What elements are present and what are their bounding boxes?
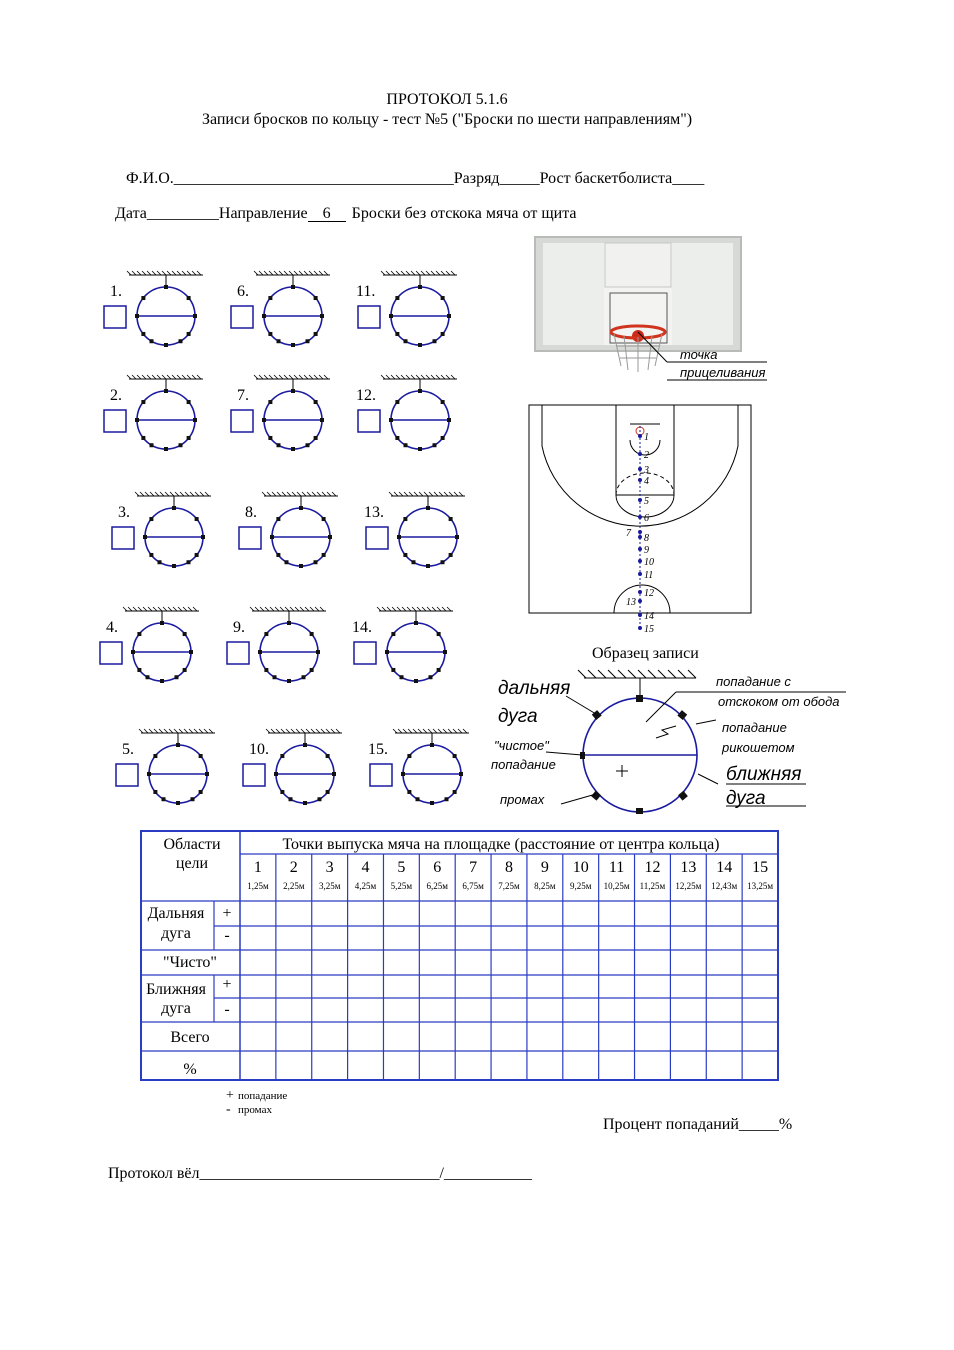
- table-cell[interactable]: [277, 1023, 311, 1050]
- hoop-number: 12.: [356, 387, 376, 404]
- table-cell[interactable]: [743, 902, 777, 925]
- row-near-label-2: дуга: [161, 1000, 191, 1017]
- protocol-title: ПРОТОКОЛ 5.1.6: [386, 91, 508, 108]
- table-cell[interactable]: [456, 999, 490, 1021]
- table-cell[interactable]: [636, 1052, 670, 1079]
- table-cell[interactable]: [528, 951, 562, 974]
- table-cell[interactable]: [743, 999, 777, 1021]
- point-distance: 2,25м: [283, 881, 305, 891]
- row-total-label: Всего: [170, 1029, 210, 1046]
- point-number: 6: [433, 859, 442, 876]
- hoop-number: 7.: [237, 387, 249, 404]
- table-cell[interactable]: [241, 902, 275, 925]
- date-direction-label: Дата_________Направление: [115, 205, 308, 222]
- table-cell[interactable]: [349, 999, 383, 1021]
- row-far-label-1: Дальняя: [147, 905, 205, 922]
- table-cell[interactable]: [349, 1023, 383, 1050]
- court-point-label: 4: [644, 476, 649, 487]
- table-cell[interactable]: [456, 902, 490, 925]
- table-cell[interactable]: [564, 1052, 598, 1079]
- table-cell[interactable]: [349, 902, 383, 925]
- hoop-number: 5.: [122, 741, 134, 758]
- table-cell[interactable]: [528, 1052, 562, 1079]
- point-distance: 3,25м: [318, 881, 341, 891]
- table-cell[interactable]: [492, 999, 526, 1021]
- far-arc-label-1: дальняя: [498, 678, 571, 699]
- clean-label-1: "чистое": [494, 738, 549, 753]
- hoop-number: 2.: [110, 387, 122, 404]
- table-cell[interactable]: [456, 976, 490, 997]
- point-distance: 9,25м: [570, 881, 592, 891]
- table-cell[interactable]: [241, 1052, 275, 1079]
- table-cell[interactable]: [636, 1023, 670, 1050]
- court-point-label: 12: [644, 588, 654, 599]
- hit-percent-line: Процент попаданий_____%: [603, 1116, 793, 1133]
- point-number: 10: [572, 859, 589, 876]
- table-cell[interactable]: [671, 927, 705, 949]
- court-point-label: 13: [626, 597, 636, 608]
- point-distance: 6,75м: [462, 881, 484, 891]
- row-far-minus: -: [224, 927, 230, 944]
- row-near-plus: +: [222, 976, 232, 993]
- table-cell[interactable]: [600, 999, 634, 1021]
- table-cell[interactable]: [420, 1023, 454, 1050]
- table-cell[interactable]: [384, 976, 418, 997]
- hoop-number: 15.: [368, 741, 388, 758]
- point-distance: 7,25м: [498, 881, 520, 891]
- table-cell[interactable]: [420, 951, 454, 974]
- court-point-label: 11: [644, 570, 654, 581]
- hoop-number: 8.: [245, 504, 257, 521]
- table-cell[interactable]: [384, 902, 418, 925]
- table-cell[interactable]: [313, 1052, 347, 1079]
- point-number: 2: [289, 859, 298, 876]
- rebound-label-1: попадание с: [716, 674, 791, 689]
- court-point-label: 1: [644, 432, 649, 443]
- table-cell[interactable]: [707, 902, 741, 925]
- point-distance: 11,25м: [639, 881, 666, 891]
- row-near-label-1: Ближняя: [146, 981, 206, 998]
- table-cell[interactable]: [349, 1052, 383, 1079]
- court-point-label: 10: [644, 557, 654, 568]
- legend-miss-sign: -: [226, 1102, 231, 1117]
- table-cell[interactable]: [743, 976, 777, 997]
- table-cell[interactable]: [241, 999, 275, 1021]
- table-cell[interactable]: [384, 1052, 418, 1079]
- court-point-label: 3: [644, 465, 649, 476]
- table-cell[interactable]: [528, 1023, 562, 1050]
- table-cell[interactable]: [636, 951, 670, 974]
- table-cell[interactable]: [456, 1023, 490, 1050]
- table-cell[interactable]: [492, 1023, 526, 1050]
- table-cell[interactable]: [671, 951, 705, 974]
- point-number: 7: [469, 859, 478, 876]
- clean-label-2: попадание: [491, 757, 556, 772]
- table-cell[interactable]: [420, 976, 454, 997]
- table-cell[interactable]: [600, 976, 634, 997]
- table-cell[interactable]: [384, 1023, 418, 1050]
- table-cell[interactable]: [564, 1023, 598, 1050]
- table-cell[interactable]: [671, 1023, 705, 1050]
- point-distance: 8,25м: [534, 881, 556, 891]
- table-cell[interactable]: [420, 927, 454, 949]
- table-cell[interactable]: [456, 927, 490, 949]
- table-cell[interactable]: [456, 951, 490, 974]
- row-percent-label: %: [183, 1061, 197, 1078]
- point-distance: 5,25м: [390, 881, 413, 891]
- table-cell[interactable]: [707, 951, 741, 974]
- aim-label-2: прицеливания: [680, 365, 766, 380]
- table-cell[interactable]: [313, 927, 347, 949]
- table-cell[interactable]: [528, 927, 562, 949]
- table-cell[interactable]: [707, 1023, 741, 1050]
- table-cell[interactable]: [313, 1023, 347, 1050]
- protocol-subtitle: Записи бросков по кольцу - тест №5 ("Броски по шести направлениям"): [201, 111, 693, 128]
- table-cell[interactable]: [277, 1052, 311, 1079]
- row-clean-label: "Чисто": [163, 954, 217, 971]
- near-arc-label-2: дуга: [726, 788, 766, 809]
- table-cell[interactable]: [492, 1052, 526, 1079]
- table-cell[interactable]: [277, 927, 311, 949]
- table-cell[interactable]: [600, 1023, 634, 1050]
- table-cell[interactable]: [456, 1052, 490, 1079]
- hoop-number: 3.: [118, 504, 130, 521]
- table-cell[interactable]: [707, 976, 741, 997]
- table-cell[interactable]: [528, 999, 562, 1021]
- row-far-plus: +: [222, 905, 232, 922]
- area-header-2: цели: [175, 855, 209, 872]
- table-cell[interactable]: [564, 976, 598, 997]
- court-point-label: 6: [644, 513, 649, 524]
- row-far-label-2: дуга: [161, 925, 191, 942]
- table-cell[interactable]: [492, 976, 526, 997]
- table-cell[interactable]: [636, 927, 670, 949]
- table-cell[interactable]: [671, 902, 705, 925]
- table-cell[interactable]: [743, 951, 777, 974]
- table-cell[interactable]: [671, 976, 705, 997]
- row-near-minus: -: [224, 1001, 230, 1018]
- table-cell[interactable]: [277, 951, 311, 974]
- point-number: 5: [397, 859, 406, 876]
- table-cell[interactable]: [384, 951, 418, 974]
- table-cell[interactable]: [241, 976, 275, 997]
- legend-miss: промах: [238, 1104, 272, 1116]
- table-cell[interactable]: [241, 1023, 275, 1050]
- table-cell[interactable]: [600, 951, 634, 974]
- table-cell[interactable]: [743, 1052, 777, 1079]
- table-cell[interactable]: [277, 999, 311, 1021]
- table-cell[interactable]: [743, 927, 777, 949]
- hoop-number: 13.: [364, 504, 384, 521]
- table-cell[interactable]: [277, 902, 311, 925]
- area-header-1: Области: [163, 836, 221, 853]
- hoop-number: 6.: [237, 283, 249, 300]
- court-point-label: 2: [644, 450, 649, 461]
- table-cell[interactable]: [528, 902, 562, 925]
- hoop-number: 1.: [110, 283, 122, 300]
- table-cell[interactable]: [564, 927, 598, 949]
- table-cell[interactable]: [420, 999, 454, 1021]
- table-cell[interactable]: [313, 999, 347, 1021]
- table-cell[interactable]: [564, 902, 598, 925]
- table-cell[interactable]: [492, 902, 526, 925]
- direction-value: 6: [308, 206, 346, 222]
- point-distance: 10,25м: [603, 881, 630, 891]
- hoop-number: 9.: [233, 619, 245, 636]
- table-cell[interactable]: [600, 902, 634, 925]
- ricochet-label-2: рикошетом: [722, 740, 795, 755]
- point-distance: 12,43м: [711, 881, 738, 891]
- table-cell[interactable]: [600, 1052, 634, 1079]
- table-cell[interactable]: [384, 999, 418, 1021]
- near-arc-label-1: ближняя: [726, 764, 802, 785]
- table-cell[interactable]: [492, 927, 526, 949]
- rebound-label-2: отскоком от обода: [718, 694, 840, 709]
- point-distance: 12,25м: [675, 881, 702, 891]
- sample-title: Образец записи: [592, 645, 699, 662]
- table-cell[interactable]: [313, 976, 347, 997]
- point-number: 14: [716, 859, 733, 876]
- court-point-label: 9: [644, 545, 649, 556]
- table-cell[interactable]: [349, 976, 383, 997]
- table-cell[interactable]: [277, 976, 311, 997]
- point-number: 13: [680, 859, 697, 876]
- hoop-number: 14.: [352, 619, 372, 636]
- table-cell[interactable]: [313, 951, 347, 974]
- court-point-label: 5: [644, 496, 649, 507]
- far-arc-label-2: дуга: [498, 706, 538, 727]
- point-number: 8: [505, 859, 513, 876]
- point-distance: 4,25м: [354, 881, 377, 891]
- point-distance: 1,25м: [247, 881, 269, 891]
- court-point-label: 7: [626, 528, 631, 539]
- table-cell[interactable]: [492, 951, 526, 974]
- table-cell[interactable]: [384, 927, 418, 949]
- court-point-label: 15: [644, 624, 654, 635]
- table-cell[interactable]: [671, 1052, 705, 1079]
- table-cell[interactable]: [528, 976, 562, 997]
- table-cell[interactable]: [564, 951, 598, 974]
- hoop-number: 4.: [106, 619, 118, 636]
- table-cell[interactable]: [636, 999, 670, 1021]
- legend-hit: попадание: [238, 1090, 288, 1102]
- ricochet-label-1: попадание: [722, 720, 787, 735]
- table-cell[interactable]: [241, 927, 275, 949]
- table-cell[interactable]: [313, 902, 347, 925]
- table-cell[interactable]: [636, 976, 670, 997]
- table-cell[interactable]: [420, 1052, 454, 1079]
- table-cell[interactable]: [349, 927, 383, 949]
- table-cell[interactable]: [600, 927, 634, 949]
- table-cell[interactable]: [241, 951, 275, 974]
- table-cell[interactable]: [420, 902, 454, 925]
- name-line: Ф.И.О.___________________________________Разряд_____Рост баскетболиста____: [126, 170, 705, 187]
- table-cell[interactable]: [707, 999, 741, 1021]
- point-number: 11: [608, 859, 625, 876]
- point-number: 1: [253, 859, 262, 876]
- point-number: 3: [325, 859, 334, 876]
- points-header: Точки выпуска мяча на площадке (расстояние от центра кольца): [282, 836, 720, 853]
- point-distance: 6,25м: [426, 881, 448, 891]
- legend: [226, 1089, 287, 1117]
- table-cell[interactable]: [707, 1052, 741, 1079]
- point-number: 9: [540, 859, 549, 876]
- point-distance: 13,25м: [747, 881, 774, 891]
- table-cell[interactable]: [707, 927, 741, 949]
- point-number: 4: [361, 859, 370, 876]
- table-cell[interactable]: [636, 902, 670, 925]
- court-point-label: 14: [644, 611, 654, 622]
- table-cell[interactable]: [743, 1023, 777, 1050]
- hoop-number: 11.: [356, 283, 376, 300]
- miss-label: промах: [500, 792, 545, 807]
- court-point-label: 8: [644, 533, 649, 544]
- recorder-line: Протокол вёл______________________________/___________: [108, 1165, 532, 1182]
- table-cell[interactable]: [564, 999, 598, 1021]
- throws-description: Броски без отскока мяча от щита: [351, 205, 577, 222]
- hoop-number: 10.: [249, 741, 269, 758]
- point-number: 15: [752, 859, 769, 876]
- table-cell[interactable]: [349, 951, 383, 974]
- point-number: 12: [644, 859, 661, 876]
- legend-hit-sign: +: [226, 1088, 234, 1103]
- table-cell[interactable]: [671, 999, 705, 1021]
- aim-label-1: точка: [680, 347, 718, 362]
